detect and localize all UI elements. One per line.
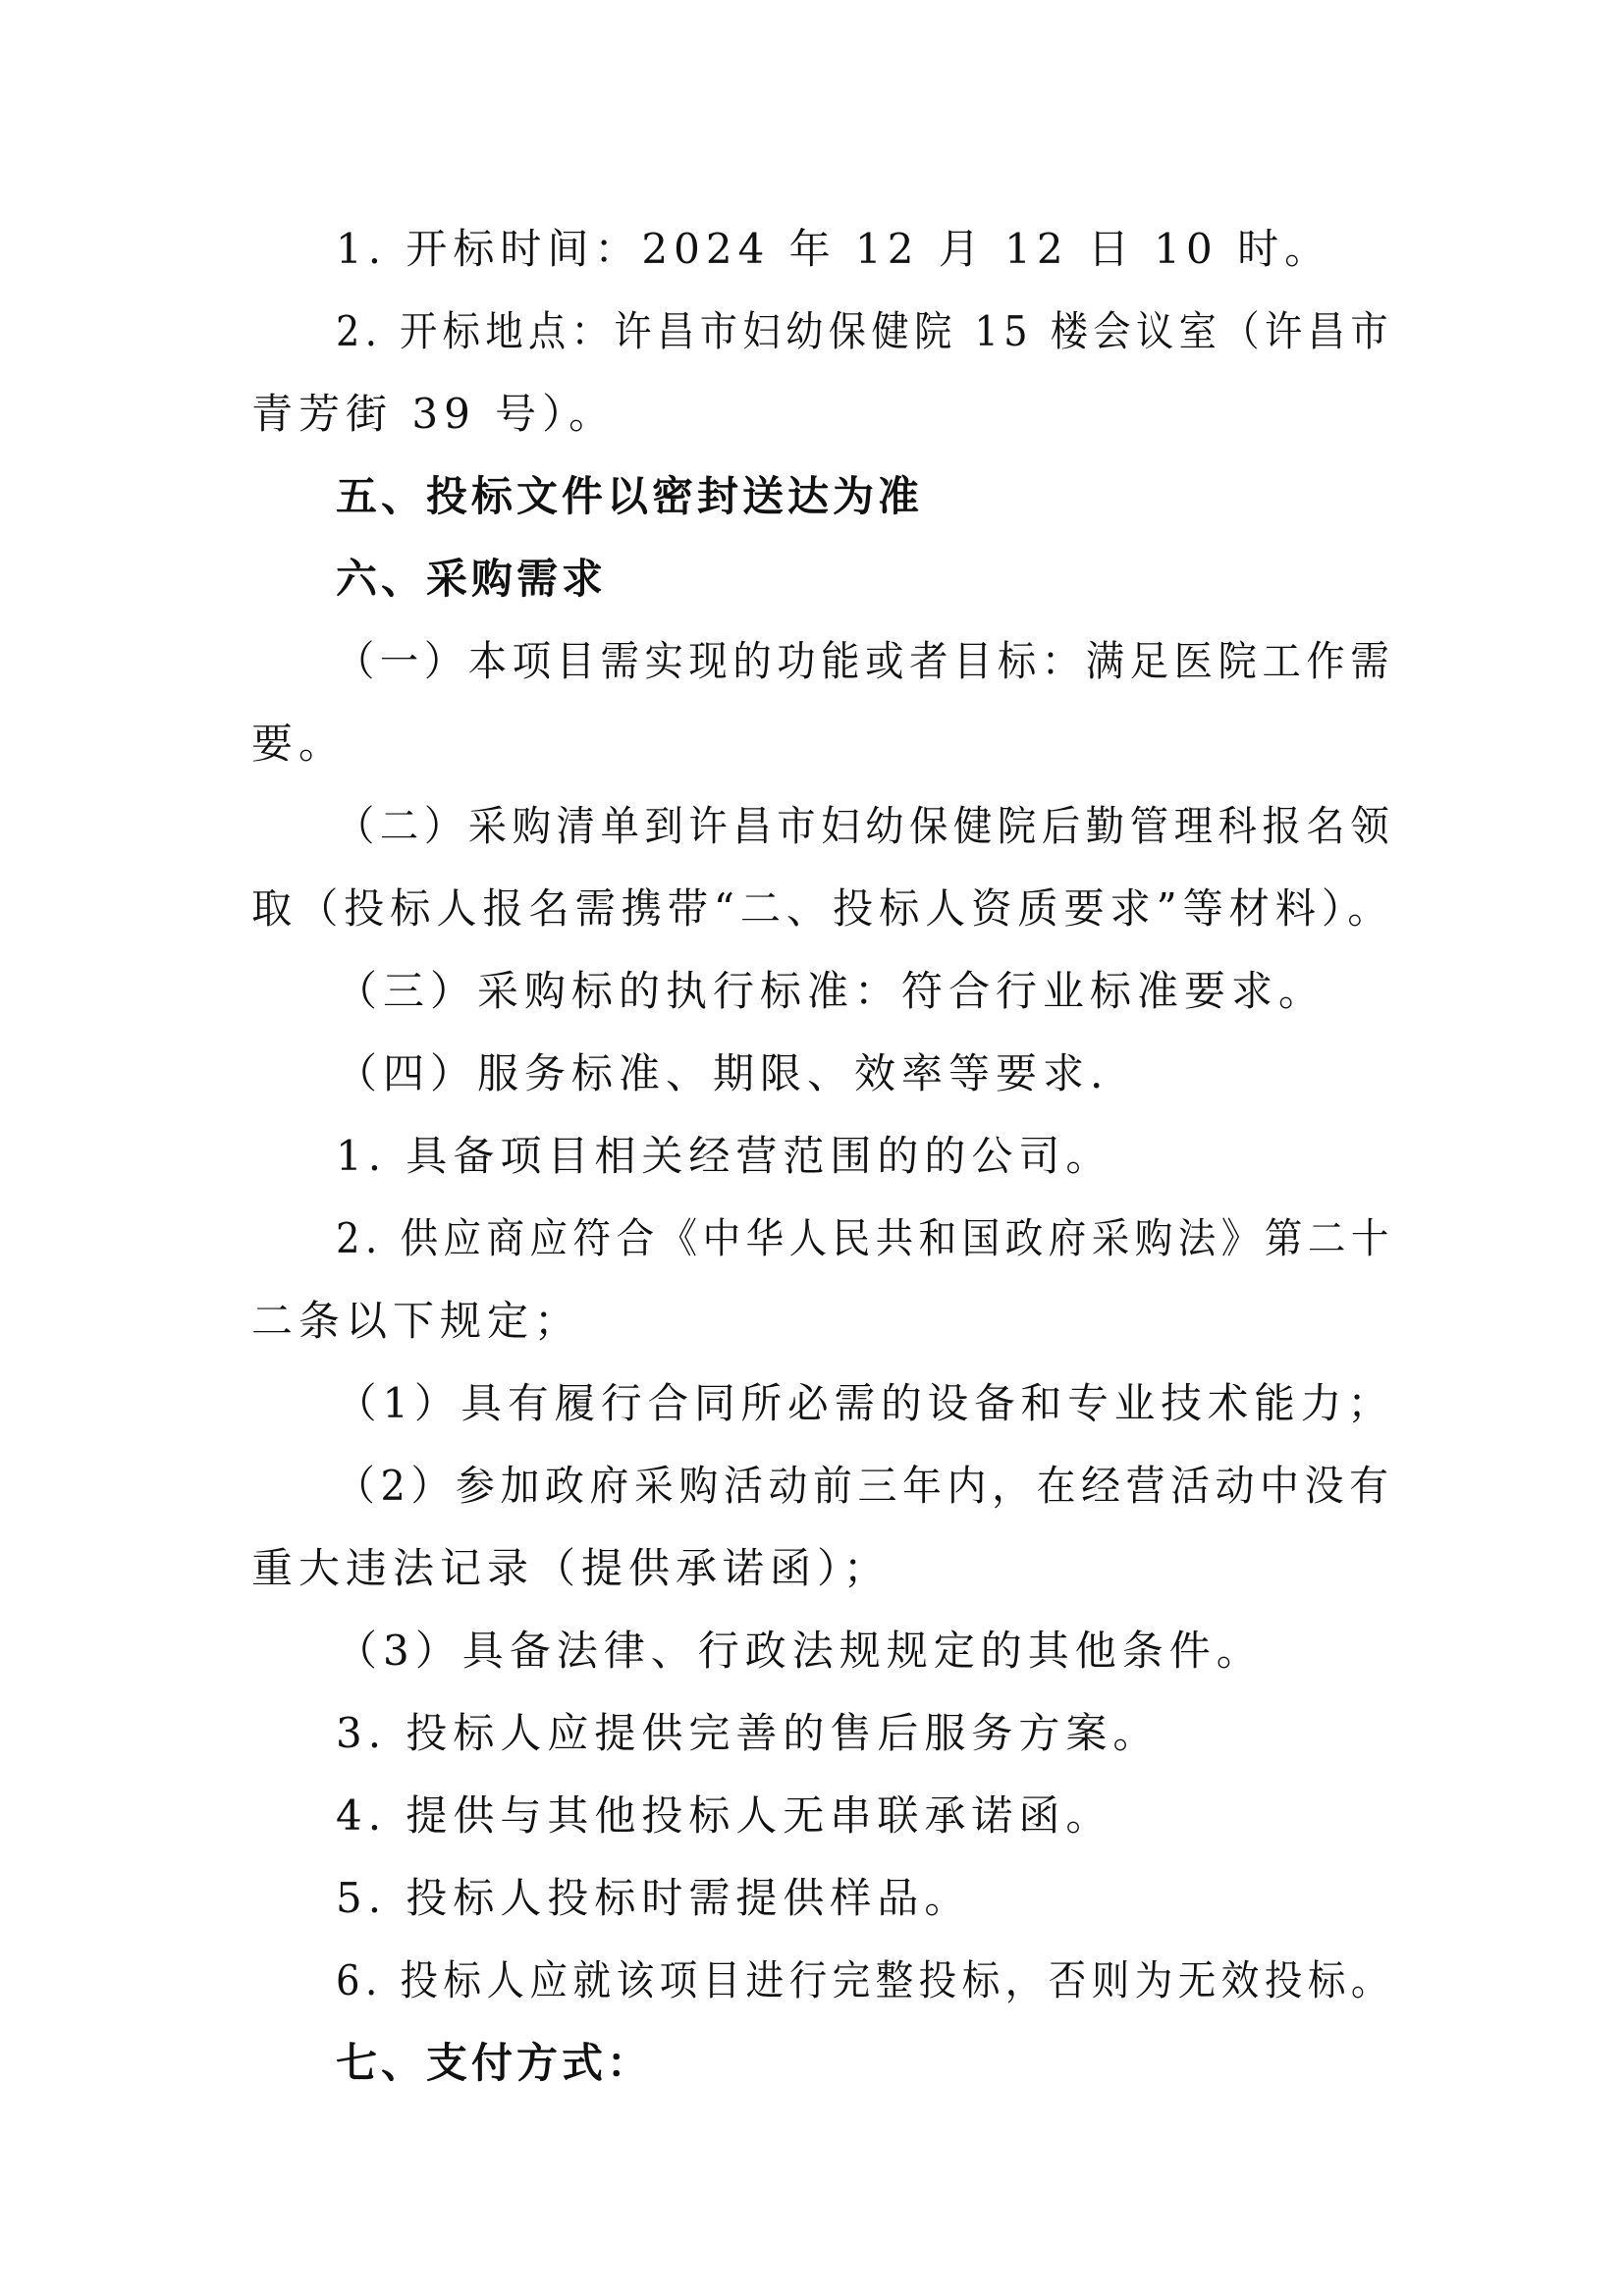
service-item-1: 1. 具备项目相关经营范围的的公司。 [336,1132,1113,1180]
condition-3: （3）具备法律、行政法规规定的其他条件。 [336,1627,1264,1675]
service-item-6: 6. 投标人应就该项目进行完整投标，否则为无效投标。 [336,1956,1394,2004]
service-item-5: 5. 投标人投标时需提供样品。 [336,1874,972,1922]
service-item-4: 4. 提供与其他投标人无串联承诺函。 [336,1791,1113,1840]
requirement-1: （一）本项目需实现的功能或者目标：满足医院工作需 [336,637,1395,685]
section-heading-6: 六、采购需求 [336,555,608,603]
requirement-1-cont: 要。 [251,720,347,768]
bid-opening-location-cont: 青芳街 39 号）。 [251,390,617,438]
section-heading-5: 五、投标文件以密封送达为准 [336,472,924,520]
service-item-3: 3. 投标人应提供完善的售后服务方案。 [336,1709,1161,1757]
condition-2: （2）参加政府采购活动前三年内，在经营活动中没有 [336,1462,1394,1510]
requirement-2: （二）采购清单到许昌市妇幼保健院后勤管理科报名领 [336,802,1395,850]
requirement-3: （三）采购标的执行标准：符合行业标准要求。 [336,967,1326,1015]
requirement-4: （四）服务标准、期限、效率等要求. [336,1049,1110,1097]
bid-opening-location: 2. 开标地点：许昌市妇幼保健院 15 楼会议室（许昌市 [336,307,1394,355]
service-item-2: 2. 供应商应符合《中华人民共和国政府采购法》第二十 [336,1214,1394,1262]
condition-2-cont: 重大违法记录（提供承诺函）； [251,1544,892,1592]
condition-1: （1）具有履行合同所必需的设备和专业技术能力； [336,1379,1394,1427]
requirement-2-cont: 取（投标人报名需携带“二、投标人资质要求”等材料）。 [251,884,1394,933]
bid-opening-time: 1. 开标时间：2024 年 12 月 12 日 10 时。 [336,225,1332,273]
service-item-2-cont: 二条以下规定； [251,1297,582,1345]
section-heading-7: 七、支付方式： [336,2039,653,2087]
